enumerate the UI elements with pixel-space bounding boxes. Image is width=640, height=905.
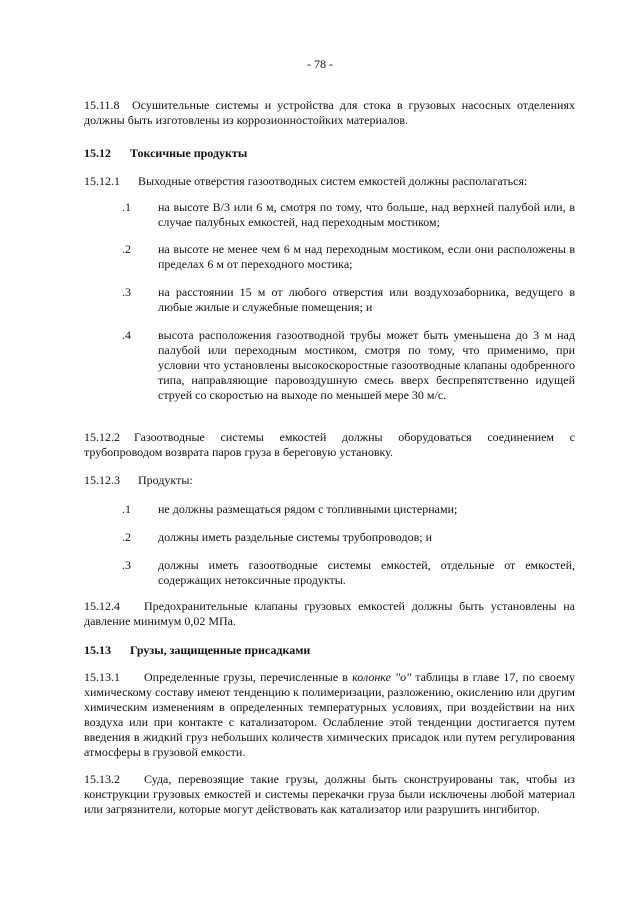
paragraph-15-13-1 <box>84 670 575 760</box>
clause-number: 15.12.4 <box>84 599 120 613</box>
section-title: Токсичные продукты <box>130 146 248 160</box>
list-item <box>84 328 575 403</box>
paragraph-15-11-8 <box>84 98 575 128</box>
clause-number: 15.13.2 <box>84 772 120 786</box>
paragraph-text: Газоотводные системы емкостей должны оборудоваться соединением с трубопроводом возврата паров груза в береговую установку. <box>84 430 575 459</box>
section-number: 15.13 <box>84 643 111 657</box>
paragraph-text: Выходные отверстия газоотводных систем емкостей должны располагаться: <box>138 174 528 188</box>
italic-reference: колонке "о" <box>352 670 412 684</box>
list-item-marker: .4 <box>122 328 131 342</box>
paragraph-15-12-3 <box>84 473 575 488</box>
section-heading-15-13 <box>84 643 575 658</box>
paragraph-text: Продукты: <box>138 473 193 487</box>
list-item-text: на высоте B/3 или 6 м, смотря по тому, что больше, над верхней палубой или, в случае палубных емкостей, над переходным мостиком; <box>158 200 575 229</box>
list-item <box>84 242 575 272</box>
paragraph-text: Осушительные системы и устройства для стока в грузовых насосных отделениях должны быть изготовлены из коррозионностойких материалов. <box>84 98 575 127</box>
list-item <box>84 558 575 588</box>
list-item <box>84 502 575 517</box>
paragraph-15-12-2 <box>84 430 575 460</box>
paragraph-text: Определенные грузы, перечисленные в <box>144 670 353 684</box>
list-item-text: на расстоянии 15 м от любого отверстия или воздухозаборника, ведущего в любые жилые и служебные помещения; и <box>158 285 575 314</box>
page-number: - 78 - <box>307 57 333 71</box>
clause-number: 15.11.8 <box>84 98 120 112</box>
paragraph-text: Предохранительные клапаны грузовых емкостей должны быть установлены на давление минимум 0,02 МПа. <box>84 599 575 628</box>
list-item-text: на высоте не менее чем 6 м над переходным мостиком, если они расположены в пределах 6 м от переходного мостика; <box>158 242 575 271</box>
paragraph-text-continued: таблицы в главе 17, по своему химическому составу имеют тенденцию к полимеризации, разложению, окислению или другим химическим изменениям в определенных температурных условиях, при воздействии на них воздуха или при контакте с катализатором. Ослабление этой тенденции достигается путем введения в жидкий груз небольших количеств химических присадок или путем регулирования атмосферы в грузовой емкости. <box>84 670 575 759</box>
list-item-text: высота расположения газоотводной трубы может быть уменьшена до 3 м над палубой или переходным мостиком, смотря по тому, что применимо, при условии что установлены высокоскоростные газоотводные клапаны одобренного типа, направляющие паровоздушную смесь вверх беспрепятственно идущей струей со скоростью на выходе по меньшей мере 30 м/с. <box>158 328 575 402</box>
list-item-marker: .2 <box>122 242 131 256</box>
clause-number: 15.12.1 <box>84 174 120 188</box>
paragraph-15-13-2 <box>84 772 575 817</box>
list-item <box>84 530 575 545</box>
list-item-marker: .3 <box>122 558 131 572</box>
list-item <box>84 200 575 230</box>
list-item <box>84 285 575 315</box>
paragraph-15-12-4 <box>84 599 575 629</box>
list-item-text: должны иметь раздельные системы трубопроводов; и <box>158 530 432 544</box>
list-item-marker: .2 <box>122 530 131 544</box>
section-title: Грузы, защищенные присадками <box>130 643 311 657</box>
clause-number: 15.12.3 <box>84 473 120 487</box>
clause-number: 15.12.2 <box>84 430 120 444</box>
list-item-text: не должны размещаться рядом с топливными цистернами; <box>158 502 458 516</box>
section-heading-15-12 <box>84 146 575 161</box>
list-item-text: должны иметь газоотводные системы емкостей, отдельные от емкостей, содержащих нетоксичные продукты. <box>158 558 575 587</box>
paragraph-text: Суда, перевозящие такие грузы, должны быть сконструированы так, чтобы из конструкции грузовых емкостей и системы перекачки груза были исключены любой материал или загрязнители, которые могут действовать как катализатор или разрушить ингибитор. <box>84 772 575 816</box>
list-item-marker: .3 <box>122 285 131 299</box>
section-number: 15.12 <box>84 146 111 160</box>
list-item-marker: .1 <box>122 502 131 516</box>
list-item-marker: .1 <box>122 200 131 214</box>
paragraph-15-12-1 <box>84 174 575 189</box>
clause-number: 15.13.1 <box>84 670 120 684</box>
